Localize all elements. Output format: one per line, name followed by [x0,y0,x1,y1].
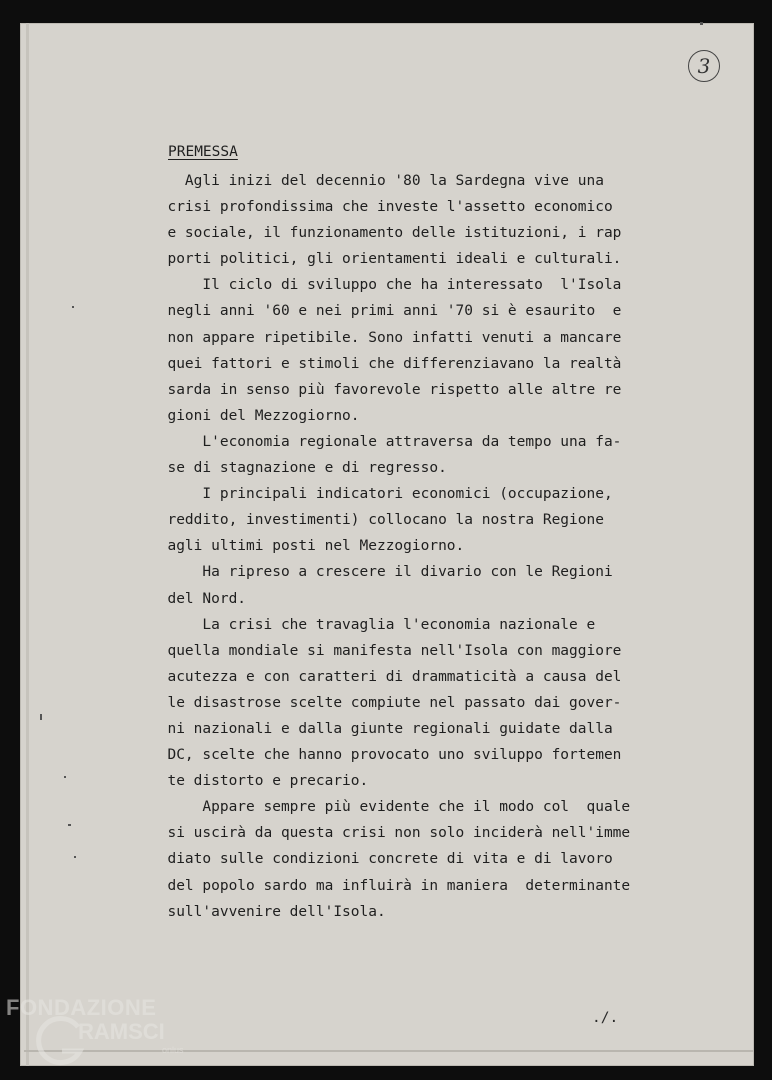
text-line: non appare ripetibile. Sono infatti venuti a mancare [150,329,622,346]
body-text [150,168,650,925]
text-line: te distorto e precario. [150,773,369,790]
text-line: DC, scelte che hanno provocato uno sviluppo fortemen [150,747,622,764]
text-line: del Nord. [150,590,247,607]
text-line: sarda in senso più favorevole rispetto alle altre re [150,381,622,398]
text-line: quella mondiale si manifesta nell'Isola con maggiore [150,642,622,659]
text-line: gioni del Mezzogiorno. [150,407,360,424]
text-line: del popolo sardo ma influirà in maniera determinante [150,877,631,894]
text-line: acutezza e con caratteri di drammaticità a causa del [150,668,622,685]
text-line: crisi profondissima che investe l'assetto economico [150,199,613,216]
text-line: se di stagnazione e di regresso. [150,460,447,477]
text-line: L'economia regionale attraversa da tempo una fa- [150,433,622,450]
text-line: e sociale, il funzionamento delle istituzioni, i rap [150,225,622,242]
stray-mark [68,824,71,826]
watermark-small: onlus [162,1045,184,1055]
watermark-logo [4,995,194,1075]
watermark-line1: FONDAZIONE [6,995,157,1020]
text-line: le disastrose scelte compiute nel passato dai gover- [150,694,622,711]
text-line: ni nazionali e dalla giunte regionali guidate dalla [150,720,613,737]
text-line: sull'avvenire dell'Isola. [150,903,386,920]
text-line: Agli inizi del decennio '80 la Sardegna vive una [150,173,604,189]
stray-mark [74,856,76,858]
stray-mark [700,22,703,25]
text-line: I principali indicatori economici (occupazione, [150,486,613,503]
page-heading: PREMESSA [168,144,238,160]
text-line: si uscirà da questa crisi non solo inciderà nell'imme [150,825,631,842]
text-line: negli anni '60 e nei primi anni '70 si è esaurito e [150,303,622,320]
text-line: La crisi che travaglia l'economia nazionale e [150,616,596,633]
text-line: agli ultimi posti nel Mezzogiorno. [150,538,465,555]
stray-mark [64,776,66,778]
text-line: diato sulle condizioni concrete di vita e di lavoro [150,851,613,868]
continuation-mark: ./. [592,1010,619,1026]
page-number: 3 [688,50,720,82]
watermark-line2: RAMSCI [78,1019,165,1044]
stray-mark [40,714,42,720]
text-line: Appare sempre più evidente che il modo col quale [150,799,631,816]
text-line: Ha ripreso a crescere il divario con le Regioni [150,564,613,581]
text-line: porti politici, gli orientamenti ideali e culturali. [150,251,622,268]
paper-edge [26,23,29,1066]
text-line: Il ciclo di sviluppo che ha interessato l'Isola [150,277,622,294]
text-line: quei fattori e stimoli che differenziavano la realtà [150,355,622,372]
text-line: reddito, investimenti) collocano la nostra Regione [150,512,604,529]
stray-mark [72,306,74,308]
